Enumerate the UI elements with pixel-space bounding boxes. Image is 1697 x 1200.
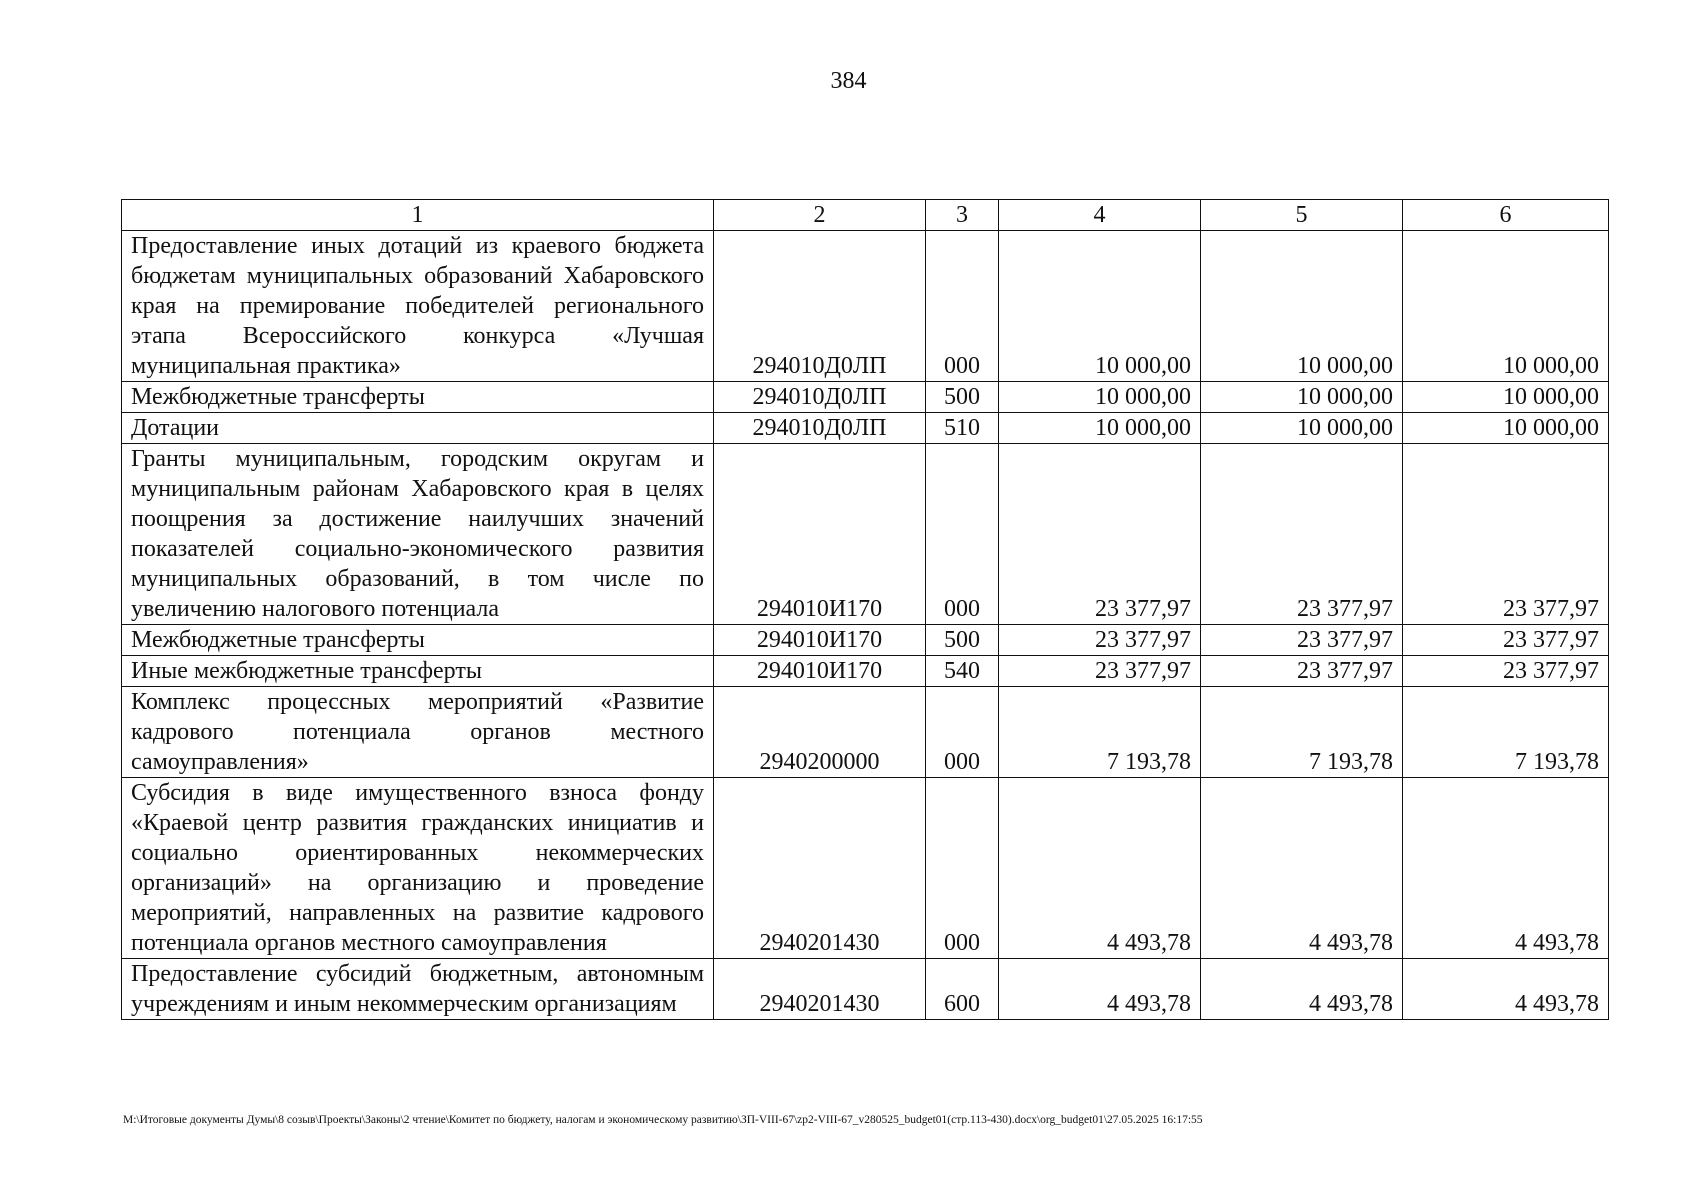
page-number: 384 bbox=[830, 68, 867, 94]
table-row bbox=[122, 625, 1609, 656]
row-code: 294010Д0ЛП bbox=[714, 382, 926, 413]
row-code: 294010И170 bbox=[714, 444, 926, 625]
row-value-5: 7 193,78 bbox=[1201, 687, 1403, 778]
budget-table bbox=[121, 199, 1609, 1020]
row-value-4: 4 493,78 bbox=[999, 778, 1201, 959]
document-file-path: M:\Итоговые документы Думы\8 созыв\Проекты\Законы\2 чтение\Комитет по бюджету, налогам и экономическому развитию\ЗП-VIII-67\zp2-VIII-67_v280525_budget01(стр.113-430).docx\org_budget01\27.05.2025 16:17:55 bbox=[123, 1114, 1203, 1126]
row-description: Дотации bbox=[122, 413, 714, 444]
row-type: 000 bbox=[926, 687, 999, 778]
table-row bbox=[122, 656, 1609, 687]
row-description: Предоставление иных дотаций из краевого бюджета бюджетам муниципальных образований Хабаровского края на премирование победителей регионального этапа Всероссийского конкурса «Лучшая муниципальная практика» bbox=[122, 231, 714, 382]
table-row bbox=[122, 959, 1609, 1020]
row-code: 2940200000 bbox=[714, 687, 926, 778]
table-row bbox=[122, 687, 1609, 778]
row-value-6: 23 377,97 bbox=[1403, 444, 1609, 625]
row-description: Предоставление субсидий бюджетным, автономным учреждениям и иным некоммерческим организациям bbox=[122, 959, 714, 1020]
table-row bbox=[122, 444, 1609, 625]
row-description: Иные межбюджетные трансферты bbox=[122, 656, 714, 687]
row-type: 000 bbox=[926, 231, 999, 382]
header-row bbox=[122, 200, 1609, 231]
row-value-5: 4 493,78 bbox=[1201, 778, 1403, 959]
row-code: 2940201430 bbox=[714, 959, 926, 1020]
header-cell-1: 1 bbox=[122, 200, 714, 231]
header-cell-3: 3 bbox=[926, 200, 999, 231]
row-description: Гранты муниципальным, городским округам и муниципальным районам Хабаровского края в целях поощрения за достижение наилучших значений показателей социально-экономического развития муниципальных образований, в том числе по увеличению налогового потенциала bbox=[122, 444, 714, 625]
row-value-5: 23 377,97 bbox=[1201, 444, 1403, 625]
row-value-4: 4 493,78 bbox=[999, 959, 1201, 1020]
row-description: Межбюджетные трансферты bbox=[122, 382, 714, 413]
row-value-5: 10 000,00 bbox=[1201, 382, 1403, 413]
header-cell-4: 4 bbox=[999, 200, 1201, 231]
row-description: Комплекс процессных мероприятий «Развитие кадрового потенциала органов местного самоуправления» bbox=[122, 687, 714, 778]
row-value-6: 10 000,00 bbox=[1403, 413, 1609, 444]
row-type: 500 bbox=[926, 382, 999, 413]
row-value-6: 7 193,78 bbox=[1403, 687, 1609, 778]
row-value-4: 7 193,78 bbox=[999, 687, 1201, 778]
table-row bbox=[122, 382, 1609, 413]
row-value-6: 4 493,78 bbox=[1403, 959, 1609, 1020]
row-value-5: 10 000,00 bbox=[1201, 231, 1403, 382]
row-description: Межбюджетные трансферты bbox=[122, 625, 714, 656]
row-value-6: 10 000,00 bbox=[1403, 231, 1609, 382]
row-value-6: 10 000,00 bbox=[1403, 382, 1609, 413]
header-cell-2: 2 bbox=[714, 200, 926, 231]
row-value-4: 23 377,97 bbox=[999, 656, 1201, 687]
row-value-4: 10 000,00 bbox=[999, 413, 1201, 444]
row-type: 000 bbox=[926, 778, 999, 959]
row-code: 294010И170 bbox=[714, 656, 926, 687]
row-value-6: 23 377,97 bbox=[1403, 625, 1609, 656]
row-value-5: 10 000,00 bbox=[1201, 413, 1403, 444]
table-row bbox=[122, 231, 1609, 382]
row-type: 510 bbox=[926, 413, 999, 444]
header-cell-5: 5 bbox=[1201, 200, 1403, 231]
row-type: 600 bbox=[926, 959, 999, 1020]
row-value-4: 23 377,97 bbox=[999, 444, 1201, 625]
row-value-4: 10 000,00 bbox=[999, 382, 1201, 413]
row-value-4: 10 000,00 bbox=[999, 231, 1201, 382]
table-row bbox=[122, 413, 1609, 444]
row-value-5: 23 377,97 bbox=[1201, 656, 1403, 687]
header-cell-6: 6 bbox=[1403, 200, 1609, 231]
row-type: 540 bbox=[926, 656, 999, 687]
row-value-4: 23 377,97 bbox=[999, 625, 1201, 656]
row-type: 500 bbox=[926, 625, 999, 656]
row-value-6: 4 493,78 bbox=[1403, 778, 1609, 959]
table-row bbox=[122, 778, 1609, 959]
row-code: 2940201430 bbox=[714, 778, 926, 959]
row-code: 294010И170 bbox=[714, 625, 926, 656]
row-value-5: 4 493,78 bbox=[1201, 959, 1403, 1020]
row-code: 294010Д0ЛП bbox=[714, 231, 926, 382]
row-code: 294010Д0ЛП bbox=[714, 413, 926, 444]
row-description: Субсидия в виде имущественного взноса фонду «Краевой центр развития гражданских инициатив и социально ориентированных некоммерческих организаций» на организацию и проведение мероприятий, направленных на развитие кадрового потенциала органов местного самоуправления bbox=[122, 778, 714, 959]
row-type: 000 bbox=[926, 444, 999, 625]
row-value-5: 23 377,97 bbox=[1201, 625, 1403, 656]
row-value-6: 23 377,97 bbox=[1403, 656, 1609, 687]
